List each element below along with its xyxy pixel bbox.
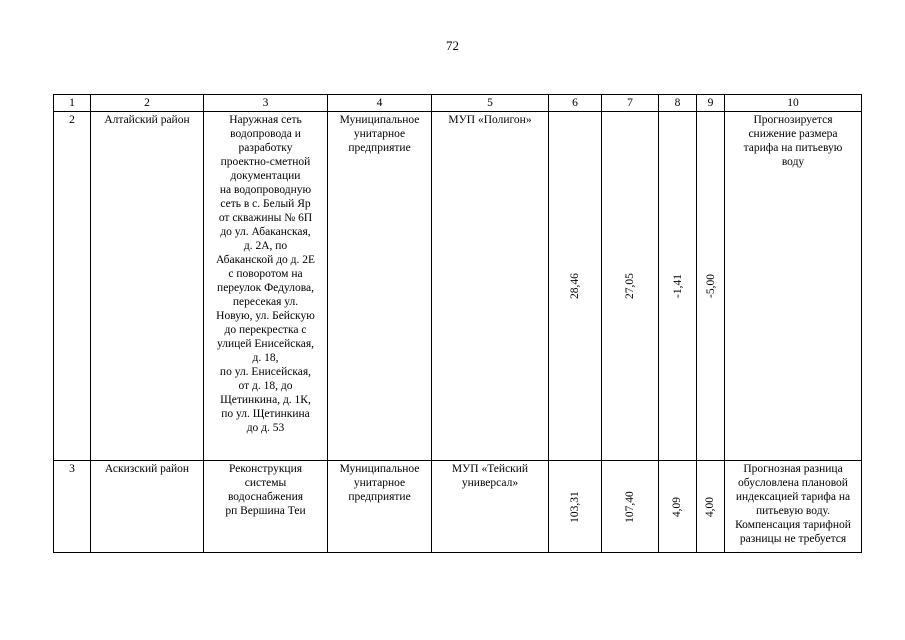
text-line: индексацией тарифа на [735,491,851,503]
text-line: до перекрестка с [224,324,307,336]
text-line: унитарное [353,477,406,489]
header-cell: 9 [697,95,725,112]
text-line: водопровода и [230,128,301,140]
text-line: на водопроводную [219,184,312,196]
text-line: Компенсация тарифной [735,519,851,531]
text-line: от скважины № 6П [218,212,313,224]
text-line: по ул. Енисейская, [219,366,312,378]
text-line: пересекая ул. [232,296,299,308]
text-line: документации [230,170,301,182]
value-col6 [549,461,602,553]
text-line: системы [244,477,287,489]
text-line: Абаканской до д. 2Е [215,254,316,266]
value-col9-text: -5,00 [704,274,717,298]
value-col6-text: 28,46 [569,273,581,299]
value-col7-text: 107,40 [624,490,636,523]
text-line: улицей Енисейская, [216,338,315,350]
text-line: разницы не требуется [739,533,847,545]
header-cell: 7 [602,95,659,112]
text-line: универсал» [461,477,519,489]
table-row [54,112,862,461]
row-number: 3 [54,461,91,553]
org-type-cell [328,112,432,461]
value-col8 [659,112,697,461]
text-line: предприятие [348,491,411,503]
header-cell: 10 [725,95,862,112]
header-cell: 1 [54,95,91,112]
text-line: до ул. Абаканская, [220,226,311,238]
text-line: водоснабжения [227,491,304,503]
header-cell: 5 [432,95,549,112]
text-line: Новую, ул. Бейскую [216,310,315,322]
value-col8 [659,461,697,553]
org-name-cell [432,112,549,461]
district-cell: Алтайский район [91,112,204,461]
value-col6-text: 103,31 [569,490,581,523]
text-line: с поворотом на [228,268,303,280]
note-cell [725,112,862,461]
org-name-cell [432,461,549,553]
text-line: питьевую воду. [755,505,831,517]
table-header-row [54,95,862,112]
value-col9-text: 4,00 [704,496,717,517]
text-line: проектно-сметной [220,156,311,168]
text-line: унитарное [353,128,406,140]
text-line: обусловлена плановой [738,477,848,489]
description-cell [204,461,328,553]
text-line: сеть в с. Белый Яр [220,198,311,210]
text-line: от д. 18, до [238,380,293,392]
text-line: Прогнозная разница [743,463,843,475]
text-line: по ул. Щетинкина [221,408,310,420]
description-cell [204,112,328,461]
text-line: Прогнозируется [753,114,833,126]
header-cell: 3 [204,95,328,112]
text-line: Щетинкина, д. 1К, [220,394,311,406]
text-line: переулок Федулова, [217,282,314,294]
header-cell: 6 [549,95,602,112]
text-line: д. 2А, по [243,240,288,252]
text-line: предприятие [348,142,411,154]
value-col7 [602,112,659,461]
value-col9 [697,112,725,461]
text-line: Муниципальное [339,463,420,475]
text-line: разработку [238,142,293,154]
note-cell [725,461,862,553]
text-line: Наружная сеть [229,114,302,126]
value-col7-text: 27,05 [624,273,636,299]
tariff-table [53,94,862,553]
row-number: 2 [54,112,91,461]
text-line: до д. 53 [246,422,285,434]
text-line: Муниципальное [339,114,420,126]
table-row [54,461,862,553]
text-line: МУП «Тейский [451,463,529,475]
text-line: МУП «Полигон» [448,114,532,126]
value-col8-text: 4,09 [671,496,684,517]
page-number: 72 [446,38,459,53]
value-col8-text: -1,41 [671,274,684,298]
value-col9 [697,461,725,553]
header-cell: 4 [328,95,432,112]
header-cell: 2 [91,95,204,112]
org-type-cell [328,461,432,553]
text-line: рп Вершина Теи [225,505,306,517]
value-col6 [549,112,602,461]
text-line: снижение размера [748,128,838,140]
header-cell: 8 [659,95,697,112]
district-cell: Аскизский район [91,461,204,553]
text-line: Реконструкция [228,463,303,475]
text-line: воду [781,156,805,168]
text-line: тарифа на питьевую [743,142,843,154]
value-col7 [602,461,659,553]
text-line: д. 18, [252,352,279,364]
